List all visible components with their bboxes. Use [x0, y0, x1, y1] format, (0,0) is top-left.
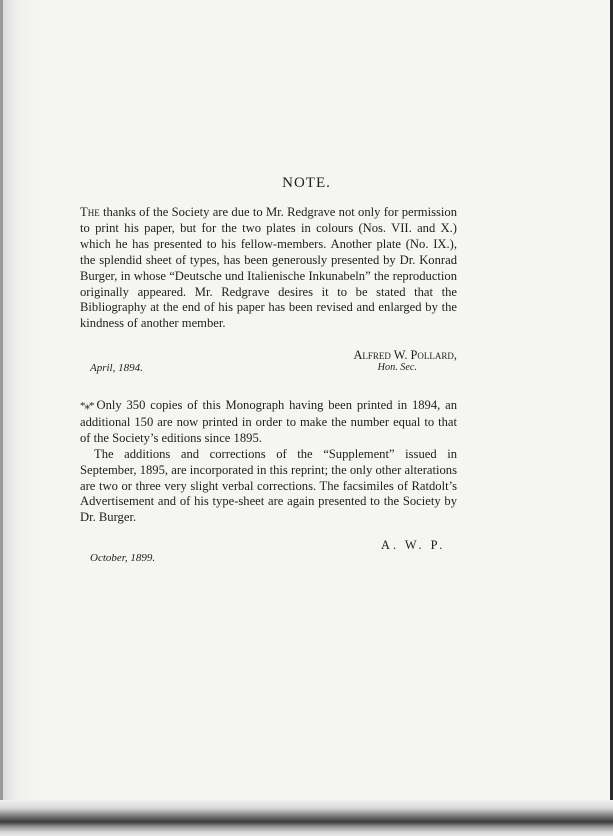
page-gutter-shadow [0, 0, 3, 836]
asterism-mark: *⁎* [80, 400, 94, 412]
addendum-date: October, 1899. [90, 552, 156, 564]
note-paragraph [80, 205, 457, 332]
signature-role: Hon. Sec. [377, 362, 417, 373]
addendum-section [80, 398, 457, 526]
addendum-paragraph-1 [80, 398, 457, 447]
addendum-initials: A. W. P. [381, 538, 446, 552]
note-body-text: thanks of the Society are due to Mr. Redgrave not only for permission to print his paper, but for the two plates in colours (Nos. VII. and X.) which he has presented to his fellow-members. Another plate (No. IX.), the splendid sheet of types, has been generously presented by Dr. Konrad Burger, in whose “Deutsche und Italienische Inkunabeln” the reproduction originally appeared. Mr. Redgrave desires it to be stated that the Bibliography at the end of his paper has been revised and enlarged by the kindness of another member. [80, 205, 457, 331]
page-title: NOTE. [282, 175, 331, 191]
note-first-word: The [80, 205, 100, 219]
addendum-paragraph-2: The additions and corrections of the “Supplement” issued in September, 1895, are incorporated in this reprint; the only other alterations are two or three very slight verbal corrections. The facsimiles of Ratdolt’s Advertisement and of his type-sheet are again presented to the Society by Dr. Burger. [80, 446, 457, 525]
note-date: April, 1894. [90, 362, 143, 374]
scan-bottom-edge [0, 800, 613, 836]
addendum-paragraph-1-text: Only 350 copies of this Monograph having been printed in 1894, an additional 150 are now printed in order to make the number equal to that of the Society’s editions since 1895. [80, 398, 457, 445]
signature-name: Alfred W. Pollard, [353, 348, 457, 362]
